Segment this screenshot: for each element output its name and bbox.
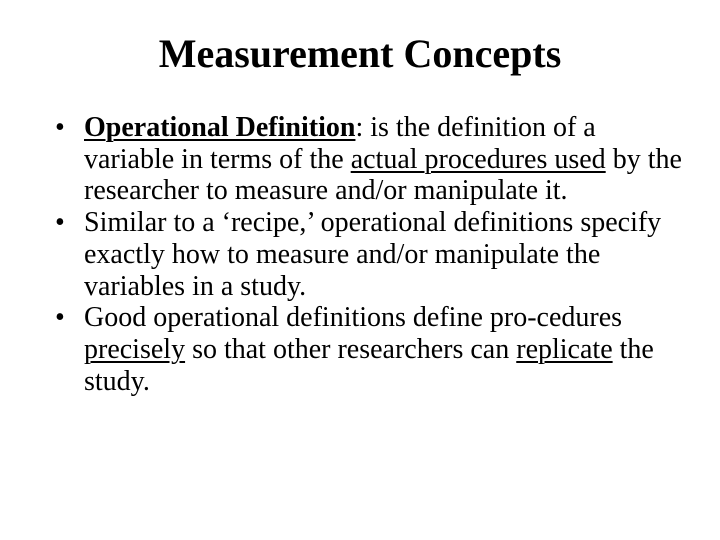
bullet-dot-icon: • (55, 112, 65, 143)
slide-title: Measurement Concepts (158, 31, 562, 76)
bullet-text: Similar to a ‘recipe,’ operational definitions specify exactly how to measure and/or manipulate the variables in a study. (84, 207, 662, 302)
bullet-text: so that other researchers can (185, 333, 517, 365)
bullet-text: : is the definition of a variable in terms of the (84, 112, 596, 175)
emphasis-precisely: precisely (84, 333, 186, 365)
bullet-dot-icon: • (55, 302, 65, 334)
bullet-operational-definition (50, 112, 690, 207)
bullet-text: the study. (84, 333, 654, 397)
bullet-text: Good operational definitions define pro-cedures (84, 302, 623, 334)
bullet-text: by the researcher to measure and/or manipulate it. (84, 143, 682, 207)
bullet-good-definitions (50, 302, 690, 397)
term-operational-definition: Operational Definition (84, 112, 356, 143)
bullet-dot-icon: • (55, 207, 65, 239)
bullet-recipe (50, 207, 690, 302)
emphasis-actual-procedures: actual procedures used (350, 143, 606, 175)
emphasis-replicate: replicate (516, 333, 613, 365)
bullet-list (50, 112, 690, 397)
